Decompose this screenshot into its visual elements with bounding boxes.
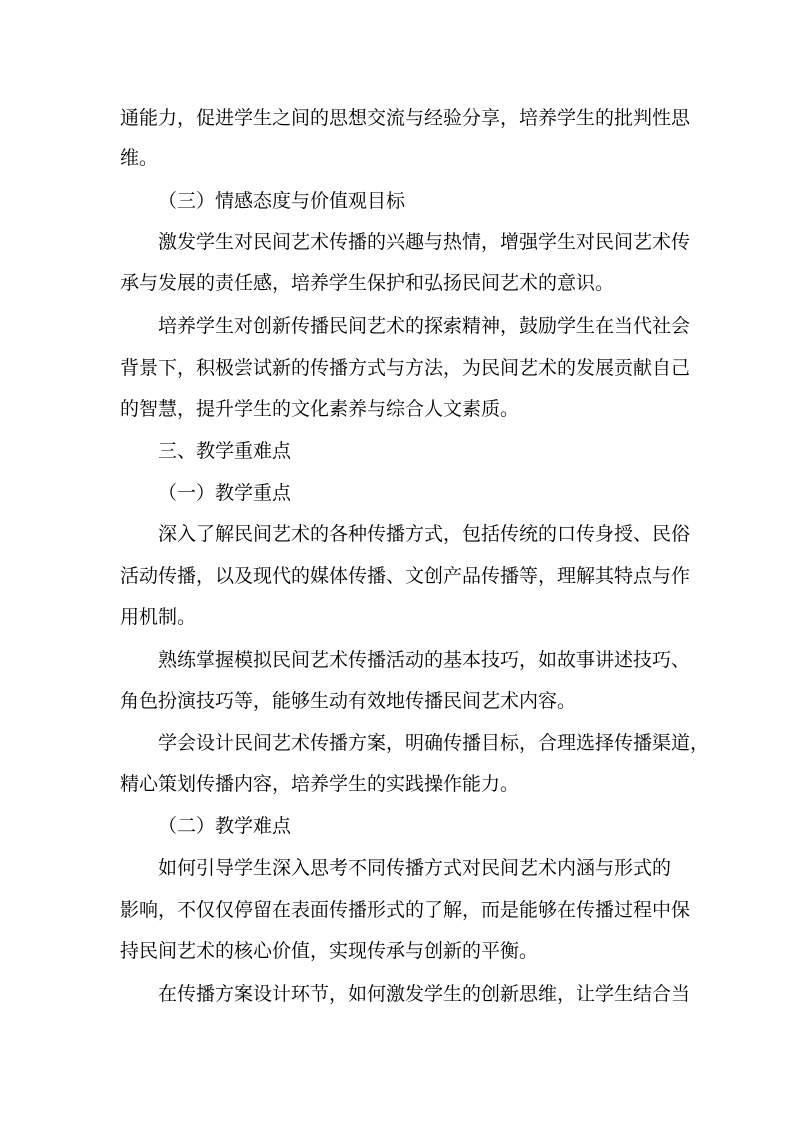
text-line: 培养学生对创新传播民间艺术的探索精神，鼓励学生在当代社会 [158,315,691,337]
text-line: 影响，不仅仅停留在表面传播形式的了解，而是能够在传播过程中保 [120,899,691,921]
text-line: 精心策划传播内容，培养学生的实践操作能力。 [120,773,520,795]
text-line: 深入了解民间艺术的各种传播方式，包括传统的口传身授、民俗 [158,523,691,545]
text-line: 承与发展的责任感，培养学生保护和弘扬民间艺术的意识。 [120,272,615,294]
text-line: 激发学生对民间艺术传播的兴趣与热情，增强学生对民间艺术传 [158,231,691,253]
text-line: 角色扮演技巧等，能够生动有效地传播民间艺术内容。 [120,690,577,712]
section-heading: （一）教学重点 [158,482,292,504]
text-line: 通能力，促进学生之间的思想交流与经验分享，培养学生的批判性思 [120,107,691,129]
text-line: 背景下，积极尝试新的传播方式与方法，为民间艺术的发展贡献自己 [120,357,691,379]
text-line: 如何引导学生深入思考不同传播方式对民间艺术内涵与形式的 [158,857,672,879]
text-line: 学会设计民间艺术传播方案，明确传播目标，合理选择传播渠道， [158,732,710,754]
text-line: 持民间艺术的核心价值，实现传承与创新的平衡。 [120,940,539,962]
text-line: 在传播方案设计环节，如何激发学生的创新思维，让学生结合当 [158,983,691,1005]
section-heading: （二）教学难点 [158,815,292,837]
text-line: 熟练掌握模拟民间艺术传播活动的基本技巧，如故事讲述技巧、 [158,649,691,671]
chapter-heading: 三、教学重难点 [158,440,292,462]
text-line: 活动传播，以及现代的媒体传播、文创产品传播等，理解其特点与作 [120,565,691,587]
text-line: 的智慧，提升学生的文化素养与综合人文素质。 [120,398,520,420]
text-line: 用机制。 [120,606,197,628]
section-heading: （三）情感态度与价值观目标 [158,190,406,212]
text-line: 维。 [120,147,159,169]
